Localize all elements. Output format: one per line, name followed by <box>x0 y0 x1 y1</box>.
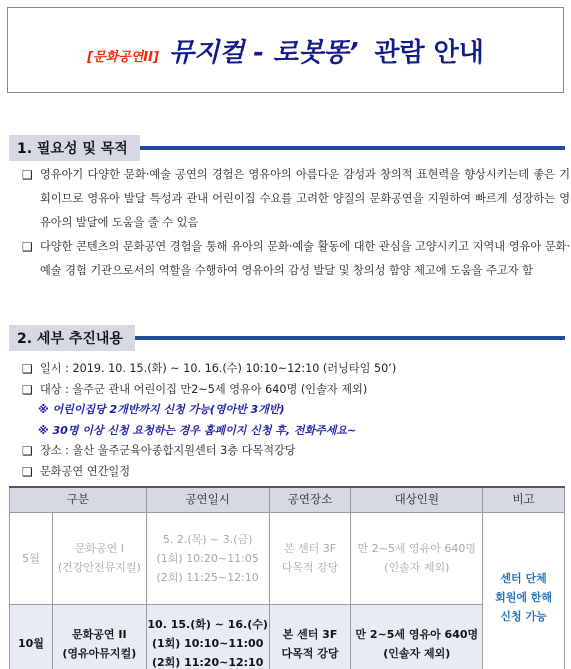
table-row <box>10 512 565 604</box>
program-name: 문화공연 I <box>74 542 124 555</box>
datetime-session-2: (2회) 11:20~12:10 <box>151 656 264 669</box>
table-row <box>10 604 565 669</box>
notice-phone: ※ 30명 이상 신청 요청하는 경우 홈페이지 신청 후, 전화주세요~ <box>38 423 357 437</box>
target-line-2: (인솔자 제외) <box>384 561 450 574</box>
row-month: 10월 <box>10 604 53 669</box>
col-header-target: 대상인원 <box>351 487 483 512</box>
purpose-text-1: 영유아기 다양한 문화·예술 공연의 경험은 영유아의 아름다운 감성과 창의적 표현력을 향상시키는데 좋은 기회이므로 영유아 발달 특성과 관내 어린이집 수요를 고려한 양질의 문화공연을 지원하여 빠르게 성장하는 영유아의 발달에 도움을 줄 수 있음 <box>40 168 570 229</box>
place-text: 장소 : 울산 울주군육아종합지원센터 3층 다목적강당 <box>40 444 296 458</box>
col-header-category: 구분 <box>10 487 147 512</box>
datetime-range: 10. 15.(화) ~ 16.(수) <box>147 618 268 631</box>
col-header-datetime: 공연일시 <box>146 487 269 512</box>
remark-line-2: 회원에 한해 <box>495 591 553 604</box>
place-line-2: 다목적 강당 <box>281 561 339 574</box>
square-bullet-icon: ❑ <box>22 444 33 459</box>
target-text: 대상 : 울주군 관내 어린이집 만2~5세 영유아 640명 (인솔자 제외) <box>40 382 368 396</box>
row-place <box>269 604 351 669</box>
datetime-session-2: (2회) 11:25~12:10 <box>156 570 259 584</box>
title-guide: 관람 안내 <box>374 37 484 68</box>
title-banner <box>7 7 564 93</box>
datetime-session-1: (1회) 10:10~11:00 <box>151 637 264 650</box>
remark-line-3: 신청 가능 <box>500 610 547 623</box>
col-header-place: 공연장소 <box>269 487 351 512</box>
detail-date <box>22 359 570 380</box>
target-line-1: 만 2~5세 영유아 640명 <box>357 542 477 555</box>
target-line-1: 만 2~5세 영유아 640명 <box>355 627 479 641</box>
square-bullet-icon: ❑ <box>22 382 33 397</box>
row-datetime <box>146 512 269 604</box>
title-line <box>87 32 484 69</box>
row-place <box>269 512 351 604</box>
row-program <box>52 604 146 669</box>
place-line-2: 다목적 강당 <box>281 646 339 660</box>
row-month: 5월 <box>10 512 53 604</box>
section-2-body <box>22 359 570 483</box>
datetime-range: 5. 2.(목) ~ 3.(금) <box>162 532 253 546</box>
schedule-table <box>9 486 565 669</box>
title-tag: [문화공연II] <box>87 49 159 65</box>
section-2-title: 2. 세부 추진내용 <box>9 325 135 351</box>
row-target <box>351 512 483 604</box>
square-bullet-icon: ❑ <box>22 240 33 254</box>
detail-target <box>22 380 570 401</box>
target-line-2: (인솔자 제외) <box>383 646 451 660</box>
row-target <box>351 604 483 669</box>
place-line-1: 본 센터 3F <box>282 627 338 641</box>
section-1-header <box>9 135 565 161</box>
datetime-session-1: (1회) 10:20~11:05 <box>156 551 259 565</box>
date-text: 일시 : 2019. 10. 15.(화) ~ 10. 16.(수) 10:10~12:10 (러닝타임 50’) <box>40 362 397 375</box>
section-2-header <box>9 325 565 351</box>
detail-place <box>22 441 570 462</box>
section-1-body <box>22 163 570 283</box>
title-show-name: 뮤지컬 - 로봇똥’ <box>168 37 359 68</box>
notice-limit: ※ 어린이집당 2개반까지 신청 가능(영아반 3개반) <box>38 403 285 417</box>
program-subtitle: (영유아뮤지컬) <box>62 646 137 660</box>
purpose-bullet <box>22 235 570 283</box>
purpose-text-2: 다양한 콘텐츠의 문화공연 경험을 통해 유아의 문화·예술 활동에 대한 관심을 고양시키고 지역내 영유아 문화·예술 경험 기관으로서의 역할을 수행하여 영유아의 감성 발달 및 창의성 함양 제고에 도움을 주고자 함 <box>40 240 570 277</box>
col-header-remark: 비고 <box>483 487 565 512</box>
square-bullet-icon: ❑ <box>22 464 33 479</box>
program-subtitle: (건강안전뮤지컬) <box>57 561 141 574</box>
place-line-1: 본 센터 3F <box>283 542 337 555</box>
annual-text: 문화공연 연간일정 <box>40 464 131 478</box>
row-program <box>52 512 146 604</box>
program-name: 문화공연 II <box>72 627 127 641</box>
detail-annual <box>22 462 570 483</box>
remark-cell <box>483 512 565 669</box>
table-header-row <box>10 487 565 512</box>
remark-line-1: 센터 단체 <box>500 572 547 585</box>
square-bullet-icon: ❑ <box>22 362 33 376</box>
purpose-bullet <box>22 163 570 235</box>
row-datetime <box>146 604 269 669</box>
square-bullet-icon: ❑ <box>22 168 33 182</box>
section-1-title: 1. 필요성 및 목적 <box>9 135 140 161</box>
